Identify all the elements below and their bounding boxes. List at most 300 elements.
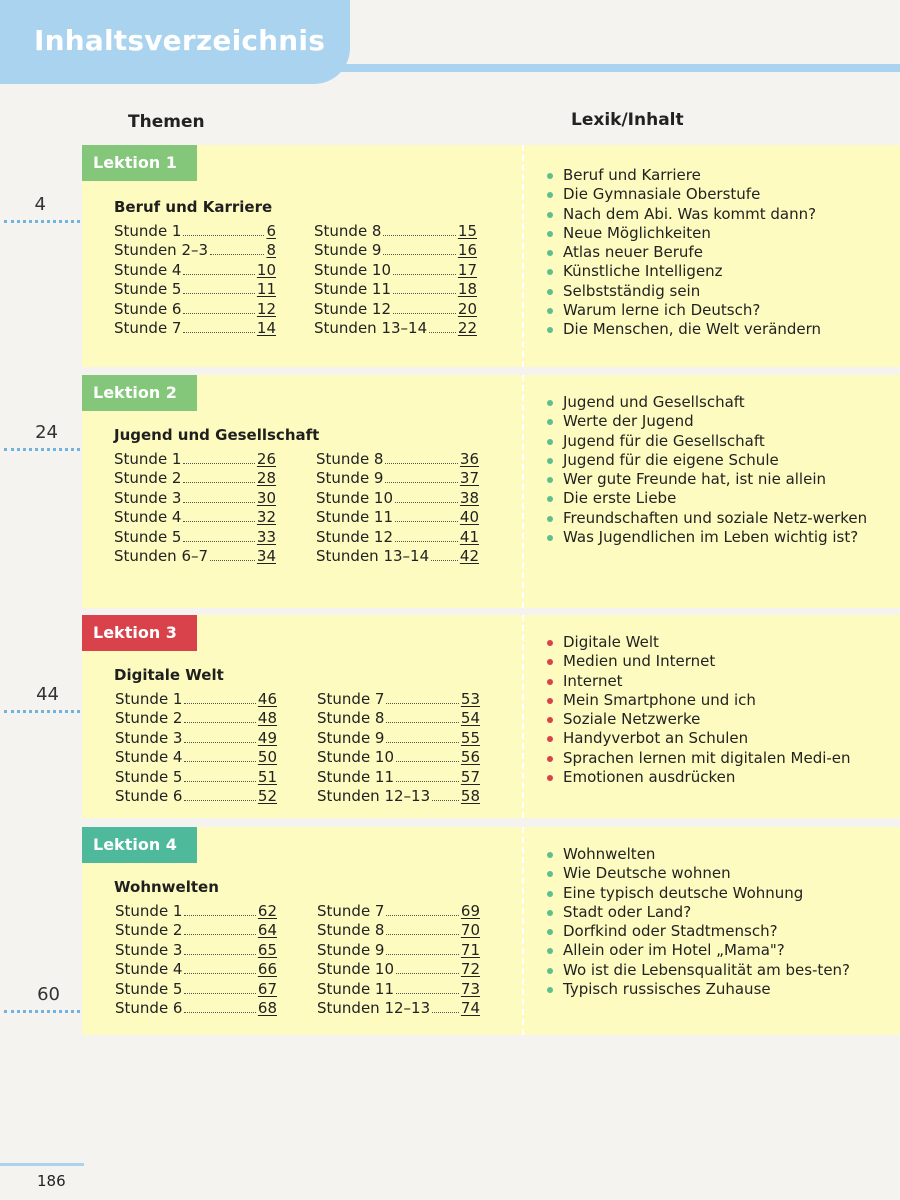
lektion-badge[interactable]: Lektion 3 [82,615,197,651]
page-ref: 12 [256,299,276,318]
topic-text: Allein oder im Hotel „Mama"? [563,941,785,960]
stunde-entry[interactable] [317,729,480,748]
stunde-label: Stunde 10 [314,260,392,279]
stunde-entry[interactable] [317,902,480,921]
topic-item [543,185,893,204]
dot-leader [184,993,255,994]
page-ref: 73 [460,979,480,998]
stunde-entry[interactable] [114,241,276,260]
dot-leader [395,541,458,542]
stunde-entry[interactable] [317,690,480,709]
dot-leader [183,293,254,294]
marker-dotted-line [4,220,80,223]
lektion-section-3 [82,615,900,818]
page-ref: 16 [457,241,477,260]
stunde-entry[interactable] [115,729,277,748]
bullet-icon [547,968,553,974]
topic-text: Handyverbot an Schulen [563,729,749,748]
stunde-label: Stunde 7 [317,690,385,708]
stunde-entry[interactable] [114,319,276,338]
lektion-section-4 [82,827,900,1035]
bullet-icon [547,250,553,256]
dot-leader [431,560,458,561]
stunde-entry[interactable] [314,241,477,260]
stunde-entry[interactable] [115,980,277,999]
topic-text: Atlas neuer Berufe [563,243,703,262]
topic-text: Digitale Welt [563,633,659,651]
dot-leader [183,235,264,236]
stunde-label: Stunde 5 [114,527,182,546]
dot-leader [396,781,459,782]
page-ref: 14 [256,318,276,337]
page-ref: 49 [257,728,277,747]
topic-text: Was Jugendlichen im Leben wichtig ist? [563,528,859,547]
topic-list [543,393,893,547]
bullet-icon [547,756,553,762]
stunde-label: Stunde 2 [115,921,183,940]
section-title: Digitale Welt [114,666,224,684]
stunde-label: Stunde 2 [114,469,182,488]
bullet-icon [547,458,553,464]
bullet-icon [547,419,553,425]
dot-leader [385,463,457,464]
topic-item [543,729,893,748]
stunde-label: Stunde 10 [317,748,395,767]
topic-item [543,710,893,729]
stunden-list-right [317,690,480,806]
lektion-badge[interactable]: Lektion 2 [82,375,197,411]
lektion-badge[interactable]: Lektion 1 [82,145,197,181]
stunde-label: Stunde 6 [115,998,183,1017]
bullet-icon [547,891,553,897]
stunde-label: Stunde 5 [115,767,183,786]
stunden-list-right [317,902,480,1018]
column-heading-lexik: Lexik/Inhalt [571,110,684,130]
marker-dotted-line [4,1010,80,1013]
topic-item [543,672,893,691]
topic-item [543,509,893,528]
dot-leader [183,463,254,464]
stunde-entry[interactable] [114,450,276,469]
stunde-entry[interactable] [316,469,479,488]
dot-leader [184,973,255,974]
bullet-icon [547,516,553,522]
stunde-label: Stunde 4 [114,260,182,279]
topic-text: Wo ist die Lebensqualität am bes-ten? [563,960,851,979]
stunde-entry[interactable] [317,999,480,1018]
topic-text: Werte der Jugend [563,412,694,431]
stunde-entry[interactable] [114,261,276,280]
stunde-entry[interactable] [317,768,480,787]
topic-text: Jugend für die eigene Schule [563,450,779,469]
stunde-label: Stunde 11 [316,508,394,527]
topic-item [543,528,893,547]
bullet-icon [547,535,553,541]
topic-item [543,412,893,431]
topic-item [543,166,893,185]
page-ref: 38 [459,488,479,507]
topic-text: Beruf und Karriere [563,166,701,184]
page-marker-number: 24 [35,422,58,443]
stunde-entry[interactable] [115,787,277,806]
stunde-entry[interactable] [115,921,277,940]
page-marker-number: 4 [34,194,46,215]
stunde-label: Stunden 13–14 [314,318,428,337]
bullet-icon [547,679,553,685]
topic-item [543,243,893,262]
dot-leader [396,993,459,994]
dot-leader [184,800,255,801]
bullet-icon [547,289,553,295]
bullet-icon [547,269,553,275]
page-ref: 15 [457,222,477,240]
topic-text: Mein Smartphone und ich [563,690,756,709]
section-divider [522,615,524,818]
page-ref: 10 [256,260,276,279]
dot-leader [386,915,458,916]
dot-leader [183,332,254,333]
dot-leader [393,293,456,294]
stunde-entry[interactable] [115,709,277,728]
dot-leader [210,560,255,561]
topic-item [543,470,893,489]
stunde-label: Stunde 8 [317,921,385,940]
stunde-entry[interactable] [115,999,277,1018]
page-ref: 56 [460,748,480,767]
page-ref: 71 [460,940,480,959]
stunde-label: Stunde 11 [317,979,395,998]
dot-leader [183,274,254,275]
dot-leader [184,742,255,743]
topic-text: Jugend für die Gesellschaft [563,431,765,450]
page-ref: 70 [460,921,480,940]
stunde-entry[interactable] [317,960,480,979]
stunde-entry[interactable] [114,300,276,319]
stunde-label: Stunde 4 [114,508,182,527]
stunde-entry[interactable] [314,261,477,280]
topic-text: Jugend und Gesellschaft [563,393,745,411]
page-ref: 62 [257,902,277,920]
stunden-list-left [114,222,276,338]
page-marker-number: 44 [36,684,59,705]
page-ref: 74 [460,998,480,1017]
stunde-entry[interactable] [317,748,480,767]
page-ref: 42 [459,546,479,565]
dot-leader [183,313,254,314]
dot-leader [184,1012,255,1013]
stunde-label: Stunde 10 [316,488,394,507]
stunde-entry[interactable] [114,222,276,241]
page-ref: 58 [460,786,480,805]
stunde-label: Stunde 1 [114,222,182,240]
page-ref: 41 [459,527,479,546]
stunde-entry[interactable] [317,941,480,960]
dot-leader [184,954,255,955]
topic-text: Künstliche Intelligenz [563,262,723,281]
bullet-icon [547,173,553,179]
dot-leader [383,254,455,255]
page-ref: 40 [459,508,479,527]
bullet-icon [547,640,553,646]
stunde-entry[interactable] [115,768,277,787]
dot-leader [393,274,456,275]
stunde-entry[interactable] [314,300,477,319]
stunde-label: Stunden 12–13 [317,786,431,805]
topic-text: Internet [563,671,623,690]
dot-leader [395,502,458,503]
dot-leader [184,915,255,916]
page-ref: 66 [257,960,277,979]
marker-dotted-line [4,448,80,451]
section-title: Beruf und Karriere [114,198,273,216]
stunde-entry[interactable] [317,921,480,940]
dot-leader [395,521,458,522]
header-rule [330,64,900,72]
stunde-entry[interactable] [316,508,479,527]
stunde-label: Stunden 12–13 [317,998,431,1017]
dot-leader [432,800,459,801]
page-ref: 68 [257,998,277,1017]
page-ref: 28 [256,469,276,488]
stunde-entry[interactable] [115,748,277,767]
bullet-icon [547,477,553,483]
page-ref: 20 [457,299,477,318]
topic-item [543,432,893,451]
topic-text: Emotionen ausdrücken [563,768,736,787]
topic-list [543,633,893,787]
dot-leader [184,722,255,723]
page-ref: 32 [256,508,276,527]
dot-leader [183,541,254,542]
stunde-label: Stunde 11 [314,280,392,299]
topic-item [543,980,893,999]
topic-text: Medien und Internet [563,652,716,671]
page-ref: 69 [460,902,480,920]
dot-leader [385,482,457,483]
page-ref: 48 [257,709,277,728]
stunde-label: Stunde 3 [114,488,182,507]
lektion-badge[interactable]: Lektion 4 [82,827,197,863]
section-divider [522,145,524,367]
topic-item [543,282,893,301]
topic-text: Wohnwelten [563,845,656,863]
marker-dotted-line [4,710,80,713]
topic-item [543,224,893,243]
dot-leader [386,934,458,935]
bullet-icon [547,496,553,502]
topic-text: Eine typisch deutsche Wohnung [563,883,804,902]
topic-item [543,451,893,470]
stunde-label: Stunde 9 [317,728,385,747]
stunde-label: Stunde 1 [115,902,183,920]
stunde-entry[interactable] [317,980,480,999]
page-number: 186 [37,1172,66,1190]
page-ref: 36 [459,450,479,468]
stunden-list-left [115,902,277,1018]
bullet-icon [547,987,553,993]
stunde-entry[interactable] [314,280,477,299]
stunde-label: Stunde 9 [314,241,382,260]
bullet-icon [547,212,553,218]
page-marker-number: 60 [37,984,60,1005]
topic-item [543,489,893,508]
bullet-icon [547,400,553,406]
topic-item [543,393,893,412]
topic-text: Sprachen lernen mit digitalen Medi-en [563,748,851,767]
stunde-entry[interactable] [314,222,477,241]
topic-text: Die Menschen, die Welt verändern [563,320,822,339]
topic-item [543,691,893,710]
topic-text: Wer gute Freunde hat, ist nie allein [563,470,827,489]
topic-item [543,903,893,922]
topic-item [543,941,893,960]
topic-text: Stadt oder Land? [563,902,692,921]
page-ref: 33 [256,527,276,546]
stunde-entry[interactable] [317,709,480,728]
bullet-icon [547,910,553,916]
section-title: Wohnwelten [114,878,219,896]
stunde-label: Stunde 8 [314,222,382,240]
topic-item [543,884,893,903]
bullet-icon [547,231,553,237]
stunde-entry[interactable] [316,450,479,469]
stunde-label: Stunde 5 [114,280,182,299]
topic-text: Die erste Liebe [563,489,677,508]
stunde-label: Stunde 1 [114,450,182,468]
topic-item [543,652,893,671]
page-ref: 67 [257,979,277,998]
stunde-label: Stunde 6 [114,299,182,318]
bullet-icon [547,327,553,333]
page-ref: 54 [460,709,480,728]
dot-leader [393,313,456,314]
page-ref: 53 [460,690,480,708]
page-title: Inhaltsverzeichnis [34,24,326,57]
topic-item [543,262,893,281]
stunde-label: Stunden 6–7 [114,546,209,565]
stunde-entry[interactable] [114,547,276,566]
topic-item [543,961,893,980]
stunde-entry[interactable] [316,547,479,566]
page-ref: 50 [257,748,277,767]
topic-text: Soziale Netzwerke [563,710,701,729]
page-ref: 65 [257,940,277,959]
stunde-label: Stunden 13–14 [316,546,430,565]
topic-item [543,320,893,339]
stunde-label: Stunde 3 [115,940,183,959]
bullet-icon [547,775,553,781]
dot-leader [184,703,255,704]
stunde-label: Stunde 5 [115,979,183,998]
stunde-label: Stunde 2 [115,709,183,728]
page-ref: 34 [256,546,276,565]
section-divider [522,375,524,608]
topic-item [543,845,893,864]
lektion-section-1 [82,145,900,367]
dot-leader [386,742,458,743]
stunde-label: Stunde 8 [317,709,385,728]
stunde-entry[interactable] [316,489,479,508]
page-ref: 11 [256,280,276,299]
topic-item [543,749,893,768]
stunde-label: Stunde 6 [115,786,183,805]
topic-text: Wie Deutsche wohnen [563,864,731,883]
topic-item [543,205,893,224]
page-ref: 55 [460,728,480,747]
bullet-icon [547,308,553,314]
stunde-entry[interactable] [115,960,277,979]
stunde-label: Stunde 9 [317,940,385,959]
dot-leader [184,781,255,782]
topic-text: Selbstständig sein [563,281,701,300]
dot-leader [183,521,254,522]
stunde-entry[interactable] [316,528,479,547]
bullet-icon [547,192,553,198]
stunde-entry[interactable] [114,489,276,508]
stunde-label: Stunde 12 [316,527,394,546]
dot-leader [383,235,455,236]
topic-item [543,301,893,320]
stunde-entry[interactable] [317,787,480,806]
bullet-icon [547,852,553,858]
page-ref: 57 [460,767,480,786]
dot-leader [184,761,255,762]
stunde-label: Stunde 3 [115,728,183,747]
bullet-icon [547,717,553,723]
dot-leader [386,722,458,723]
lektion-section-2 [82,375,900,608]
dot-leader [386,954,458,955]
stunde-label: Stunde 7 [114,318,182,337]
stunde-entry[interactable] [114,528,276,547]
stunde-entry[interactable] [314,319,477,338]
page-ref: 22 [457,318,477,337]
bullet-icon [547,439,553,445]
dot-leader [432,1012,459,1013]
dot-leader [183,482,254,483]
topic-list [543,845,893,999]
section-divider [522,827,524,1035]
page-ref: 51 [257,767,277,786]
stunde-label: Stunden 2–3 [114,241,209,260]
stunde-label: Stunde 1 [115,690,183,708]
bullet-icon [547,929,553,935]
page-ref: 64 [257,921,277,940]
dot-leader [184,934,255,935]
stunde-label: Stunde 4 [115,748,183,767]
stunde-label: Stunde 10 [317,960,395,979]
page-ref: 18 [457,280,477,299]
stunde-entry[interactable] [115,941,277,960]
stunde-label: Stunde 11 [317,767,395,786]
stunde-label: Stunde 9 [316,469,384,488]
topic-item [543,633,893,652]
topic-list [543,166,893,340]
page-ref: 6 [266,222,276,240]
topic-item [543,864,893,883]
stunde-entry[interactable] [114,469,276,488]
stunde-entry[interactable] [114,508,276,527]
stunden-list-right [316,450,479,566]
stunde-entry[interactable] [115,690,277,709]
page-ref: 72 [460,960,480,979]
stunde-label: Stunde 4 [115,960,183,979]
stunde-entry[interactable] [114,280,276,299]
dot-leader [386,703,458,704]
page-ref: 37 [459,469,479,488]
dot-leader [210,254,264,255]
stunde-entry[interactable] [115,902,277,921]
